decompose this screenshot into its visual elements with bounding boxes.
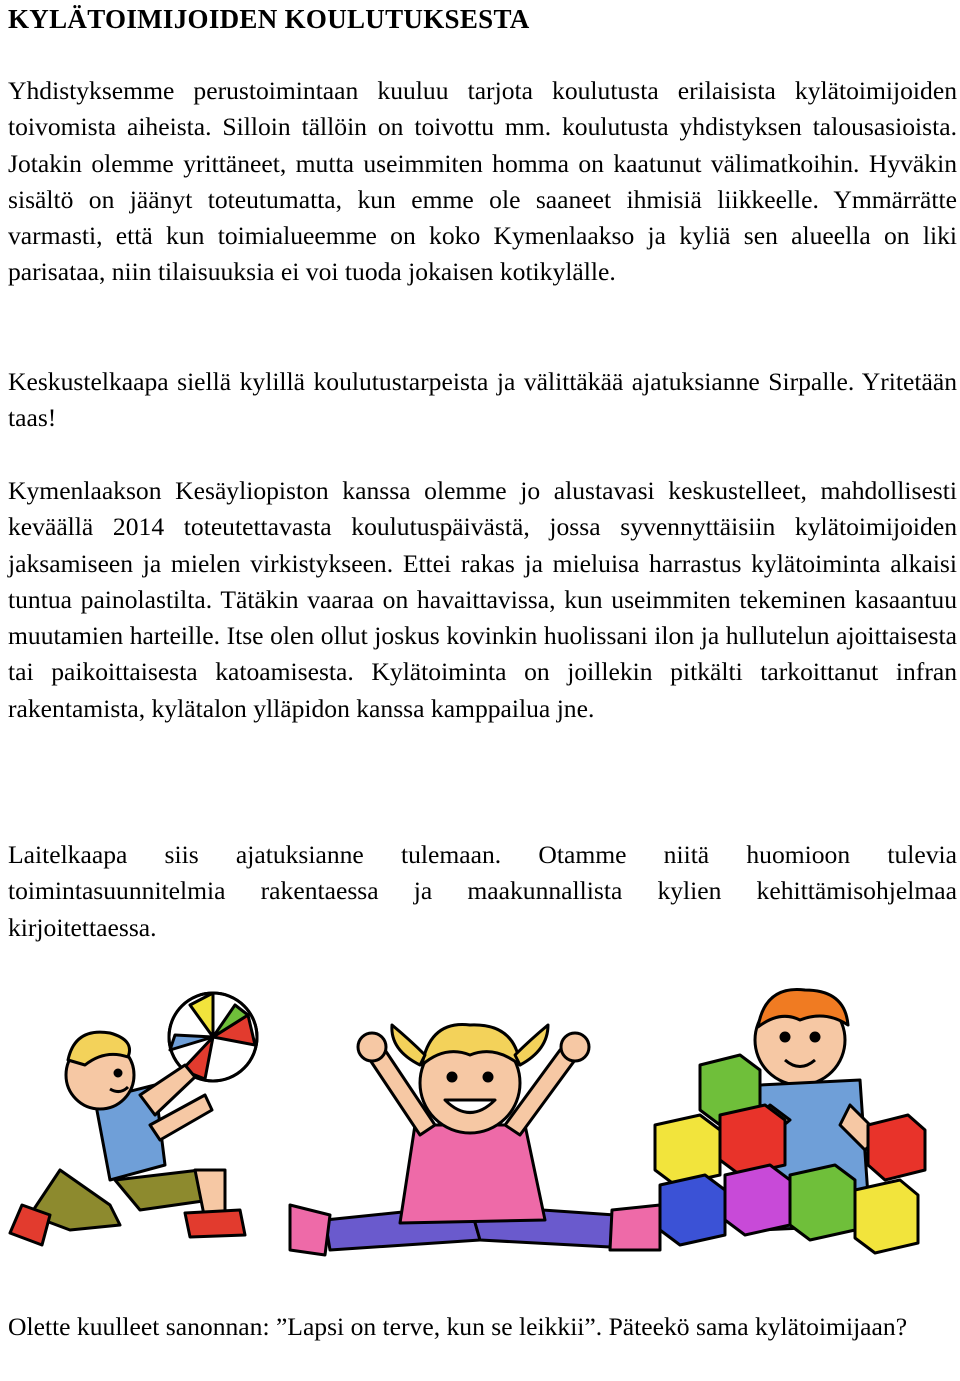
paragraph-2: Keskustelkaapa siellä kylillä koulutustarpeista ja välittäkää ajatuksianne Sirpalle. Yritetään taas! xyxy=(8,367,957,433)
paragraph-4: Laitelkaapa siis ajatuksianne tulemaan. Otamme niitä huomioon tulevia toimintasuunnitelmia rakentaessa ja maakunnallista kylien kehittämisohjelmaa kirjoitettaessa. xyxy=(8,840,957,942)
boy-with-blocks-figure xyxy=(655,989,925,1253)
page-title: KYLÄTOIMIJOIDEN KOULUTUKSESTA xyxy=(8,4,530,34)
girl-splits-figure xyxy=(290,1025,660,1256)
paragraph-5: Olette kuulleet sanonnan: ”Lapsi on terve, kun se leikkii”. Päteekö sama kylätoimijaan? xyxy=(8,1312,908,1341)
paragraph-3: Kymenlaakson Kesäyliopiston kanssa olemme jo alustavasi keskustelleet, mahdollisesti keväällä 2014 toteutettavasta koulutuspäivästä, jossa syvennyttäisiin kylätoimijoiden jaksamiseen ja mielen virkistykseen. Ettei rakas ja mieluisa harrastus kylätoiminta alkaisi tuntua painolastilta. Tätäkin vaaraa on havaittavissa, kun useimmiten tekeminen kasaantuu muutamien harteille. Itse olen ollut joskus kovinkin huolissani ilon ja hullutelun ajoittaisesta tai paikoittaisesta katoamisesta. Kylätoiminta on joillekin pitkälti tarkoittanut infran rakentamista, kylätalon ylläpidon kanssa kamppailua jne. xyxy=(8,476,957,723)
paragraph-1: Yhdistyksemme perustoimintaan kuuluu tarjota koulutusta erilaisista kylätoimijoiden toivomista aiheista. Silloin tällöin on toivottu mm. koulutusta yhdistyksen talousasioista. Jotakin olemme yrittäneet, mutta useimmiten homma on kaatunut välimatkoihin. Hyväkin sisältö on jäänyt toteutumatta, kun emme ole saaneet ihmisiä liikkeelle. Ymmärrätte varmasti, että kun toimialueemme on koko Kymenlaakso ja kyliä sen alueella on liki parisataa, niin tilaisuuksia ei voi tuoda jokaisen kotikylälle. xyxy=(8,76,957,287)
boy-with-ball-figure xyxy=(10,993,257,1245)
children-playing-illustration xyxy=(0,965,960,1295)
